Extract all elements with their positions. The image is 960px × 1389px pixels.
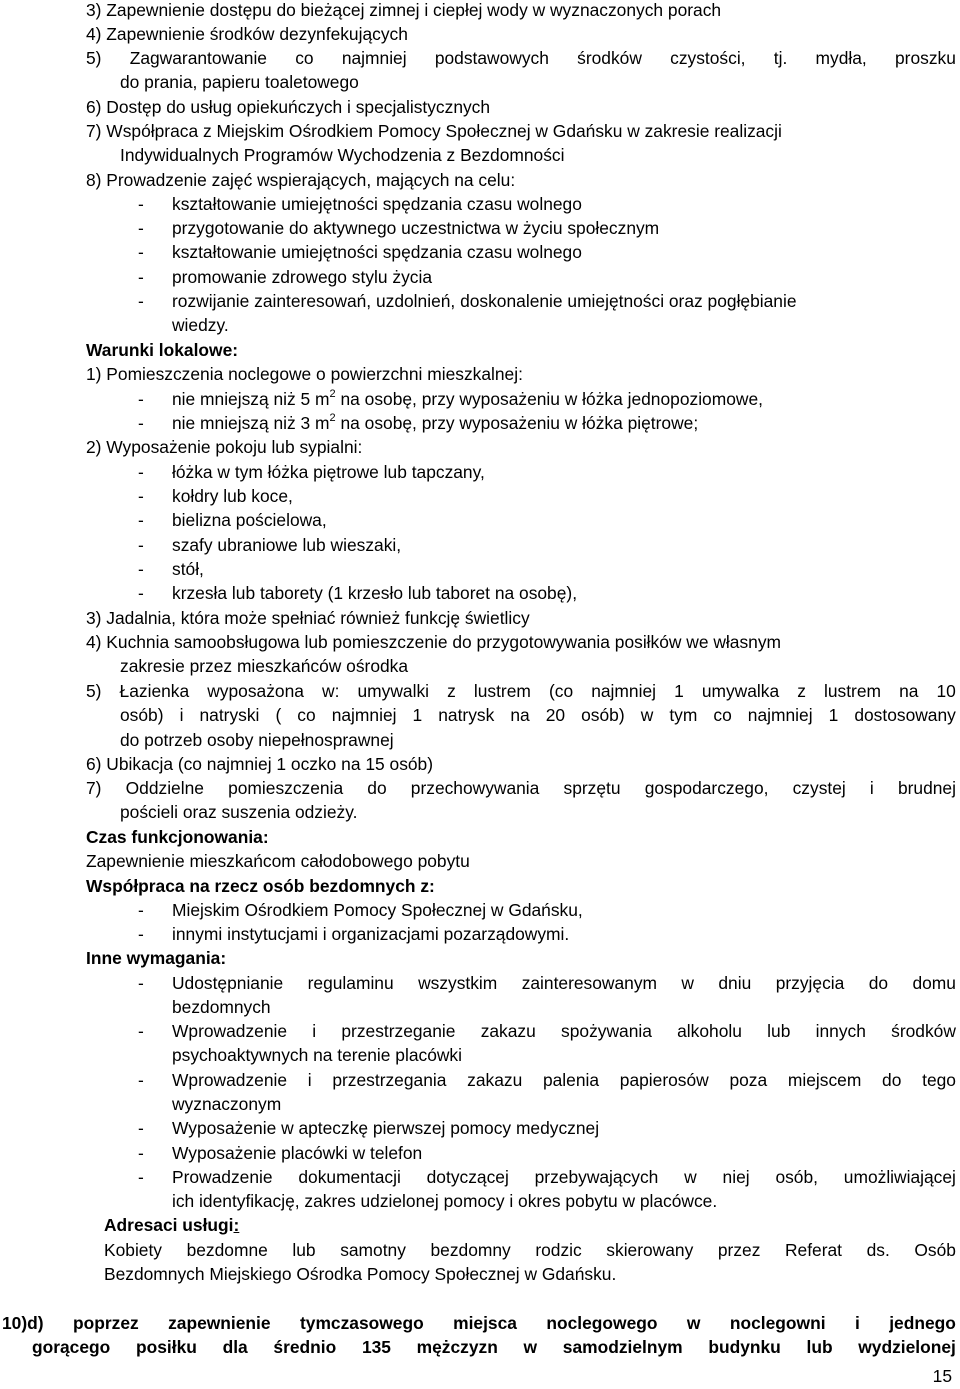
text-line: 6) Ubikacja (co najmniej 1 oczko na 15 osób) bbox=[86, 754, 434, 774]
word: osób) bbox=[581, 705, 625, 725]
word: dostosowany bbox=[854, 705, 956, 725]
word: i bbox=[312, 1021, 317, 1041]
text-line-justified bbox=[86, 46, 956, 70]
word: wyposażona bbox=[207, 681, 304, 701]
bullet-item bbox=[172, 1019, 956, 1043]
word: lub bbox=[292, 1240, 316, 1260]
word: i bbox=[854, 1313, 860, 1333]
word: i bbox=[307, 1070, 312, 1090]
bullet-item: kołdry lub koce, bbox=[172, 486, 293, 506]
word: 10 bbox=[936, 681, 956, 701]
dash: - bbox=[138, 559, 144, 579]
word: dokumentacji bbox=[298, 1167, 401, 1187]
word: mydła, bbox=[815, 48, 867, 68]
word: alkoholu bbox=[677, 1021, 742, 1041]
text-line: Bezdomnych Miejskiego Ośrodka Pomocy Społecznej w Gdańsku. bbox=[104, 1264, 617, 1284]
word: Wprowadzenie bbox=[172, 1021, 288, 1041]
word: najmniej bbox=[331, 705, 397, 725]
word: do bbox=[868, 973, 889, 993]
word: natrysk bbox=[438, 705, 495, 725]
word: samotny bbox=[340, 1240, 406, 1260]
word: 20 bbox=[545, 705, 566, 725]
word: noclegowni bbox=[729, 1313, 826, 1333]
bullet-item-cont: bezdomnych bbox=[172, 997, 271, 1017]
dash: - bbox=[138, 510, 144, 530]
word: lustrem bbox=[473, 681, 531, 701]
dash: - bbox=[138, 924, 144, 944]
dash: - bbox=[138, 900, 144, 920]
bullet-item: krzesła lub taborety (1 krzesło lub taboret na osobę), bbox=[172, 583, 578, 603]
word: umywalki bbox=[357, 681, 430, 701]
text-line: 4) Kuchnia samoobsługowa lub pomieszczenie do przygotowywania posiłków we własnym bbox=[86, 632, 782, 652]
word: mężczyzn bbox=[416, 1337, 498, 1357]
word: wydzielonej bbox=[858, 1337, 956, 1357]
word: natryski bbox=[199, 705, 260, 725]
word: papierosów bbox=[619, 1070, 709, 1090]
word: z bbox=[797, 681, 806, 701]
word: 1 bbox=[828, 705, 839, 725]
word: dotyczącej bbox=[426, 1167, 509, 1187]
word: przechowywania bbox=[410, 778, 540, 798]
word: Osób bbox=[914, 1240, 956, 1260]
section-heading: Współpraca na rzecz osób bezdomnych z: bbox=[86, 876, 435, 896]
bullet-item-cont: psychoaktywnych na terenie placówki bbox=[172, 1045, 462, 1065]
text-line: 1) Pomieszczenia noclegowe o powierzchni mieszkalnej: bbox=[86, 364, 523, 384]
word: innych bbox=[815, 1021, 866, 1041]
word: przestrzegania bbox=[332, 1070, 447, 1090]
word: 1 bbox=[412, 705, 423, 725]
word: Łazienka bbox=[119, 681, 190, 701]
text-line: do prania, papieru toaletowego bbox=[120, 72, 359, 92]
word: ( bbox=[275, 705, 282, 725]
word: tym bbox=[669, 705, 698, 725]
word: najmniej bbox=[341, 48, 407, 68]
word: tymczasowego bbox=[299, 1313, 424, 1333]
bullet-item: rozwijanie zainteresowań, uzdolnień, doskonalenie umiejętności oraz pogłębianie bbox=[172, 291, 797, 311]
word: Kobiety bbox=[104, 1240, 163, 1260]
text-line-justified bbox=[86, 776, 956, 800]
word: do bbox=[367, 778, 387, 798]
page-number: 15 bbox=[932, 1366, 952, 1386]
word: i bbox=[869, 778, 874, 798]
text-line-justified bbox=[120, 703, 956, 727]
word: w bbox=[523, 1337, 538, 1357]
word: umywalka bbox=[701, 681, 780, 701]
bullet-item: stół, bbox=[172, 559, 204, 579]
word: Oddzielne bbox=[125, 778, 204, 798]
dash: - bbox=[138, 218, 144, 238]
word: na bbox=[899, 681, 919, 701]
bullet-item-cont: wiedzy. bbox=[172, 315, 229, 335]
word: noclegowego bbox=[546, 1313, 658, 1333]
word: w bbox=[640, 705, 654, 725]
section-heading: Czas funkcjonowania: bbox=[86, 827, 269, 847]
bullet-item-cont: wyznaczonym bbox=[172, 1094, 282, 1114]
word: poprzez bbox=[72, 1313, 139, 1333]
word: dla bbox=[222, 1337, 248, 1357]
dash: - bbox=[138, 1143, 144, 1163]
dash: - bbox=[138, 242, 144, 262]
word: osób) bbox=[120, 705, 164, 725]
dash: - bbox=[138, 413, 144, 433]
word: ds. bbox=[866, 1240, 890, 1260]
word: miejscem bbox=[787, 1070, 862, 1090]
bullet-item: Wyposażenie placówki w telefon bbox=[172, 1143, 423, 1163]
word: dniu bbox=[718, 973, 752, 993]
bullet-item: nie mniejszą niż 5 $m^2$ na osobę, przy wyposażeniu w łóżka jednopoziomowe, bbox=[172, 388, 763, 409]
dash: - bbox=[138, 1021, 144, 1041]
word: umożliwiającej bbox=[843, 1167, 956, 1187]
bullet-item: nie mniejszą niż 3 $m^2$ na osobę, przy wyposażeniu w łóżka piętrowe; bbox=[172, 412, 699, 433]
word: wszystkim bbox=[418, 973, 498, 993]
word: pomieszczenia bbox=[228, 778, 344, 798]
bullet-item: promowanie zdrowego stylu życia bbox=[172, 267, 433, 287]
word: przyjęcia bbox=[775, 973, 845, 993]
word: niej bbox=[722, 1167, 750, 1187]
dash: - bbox=[138, 973, 144, 993]
word: przez bbox=[717, 1240, 761, 1260]
word: najmniej bbox=[591, 681, 656, 701]
word: spożywania bbox=[561, 1021, 652, 1041]
dash: - bbox=[138, 194, 144, 214]
bullet-item: kształtowanie umiejętności spędzania czasu wolnego bbox=[172, 242, 582, 262]
word: tj. bbox=[773, 48, 788, 68]
dash: - bbox=[138, 462, 144, 482]
word: Referat bbox=[784, 1240, 843, 1260]
dash: - bbox=[138, 389, 144, 409]
word: zapewnienie bbox=[168, 1313, 271, 1333]
dash: - bbox=[138, 486, 144, 506]
word: 7) bbox=[86, 778, 102, 798]
word: w bbox=[686, 1313, 701, 1333]
section-heading: Adresaci usługi: bbox=[104, 1215, 240, 1235]
word: Udostępnianie bbox=[172, 973, 284, 993]
word: domu bbox=[912, 973, 956, 993]
word: gorącego bbox=[32, 1337, 111, 1357]
text-line-justified bbox=[86, 679, 956, 703]
word: czystej bbox=[792, 778, 846, 798]
word: poza bbox=[729, 1070, 768, 1090]
word: Prowadzenie bbox=[172, 1167, 273, 1187]
word: w: bbox=[322, 681, 340, 701]
word: Zagwarantowanie bbox=[129, 48, 267, 68]
text-line: 6) Dostęp do usług opiekuńczych i specjalistycznych bbox=[86, 97, 491, 117]
text-line: Indywidualnych Programów Wychodzenia z Bezdomności bbox=[120, 145, 565, 165]
word: najmniej bbox=[747, 705, 813, 725]
word: 135 bbox=[361, 1337, 391, 1357]
bullet-item-cont: ich identyfikację, zakres udzielonej pomocy i okres pobytu w placówce. bbox=[172, 1191, 718, 1211]
word: do bbox=[882, 1070, 902, 1090]
word: regulaminu bbox=[307, 973, 394, 993]
text-line: 3) Jadalnia, która może spełniać również funkcję świetlicy bbox=[86, 608, 530, 628]
bullet-item: przygotowanie do aktywnego uczestnictwa w życiu społecznym bbox=[172, 218, 660, 238]
text-line: 3) Zapewnienie dostępu do bieżącej zimnej i ciepłej wody w wyznaczonych porach bbox=[86, 0, 722, 20]
word: w bbox=[684, 1167, 697, 1187]
word: (co bbox=[548, 681, 574, 701]
word: rodzic bbox=[535, 1240, 582, 1260]
section-heading: Inne wymagania: bbox=[86, 948, 227, 968]
text-line: 8) Prowadzenie zajęć wspierających, mających na celu: bbox=[86, 170, 516, 190]
bullet-item: bielizna pościelowa, bbox=[172, 510, 327, 530]
bullet-item: Wyposażenie w apteczkę pierwszej pomocy medycznej bbox=[172, 1118, 600, 1138]
word: przebywających bbox=[534, 1167, 659, 1187]
bullet-item bbox=[172, 971, 956, 995]
word: 5) bbox=[86, 681, 102, 701]
word: podstawowych bbox=[434, 48, 549, 68]
word: proszku bbox=[894, 48, 956, 68]
word: jednego bbox=[889, 1313, 956, 1333]
word: średnio bbox=[273, 1337, 337, 1357]
word: zakazu bbox=[467, 1070, 523, 1090]
dash: - bbox=[138, 267, 144, 287]
bullet-item: łóżka w tym łóżka piętrowe lub tapczany, bbox=[172, 462, 485, 482]
word: Wprowadzenie bbox=[172, 1070, 288, 1090]
word: zakazu bbox=[480, 1021, 536, 1041]
text-line bbox=[32, 1335, 956, 1359]
word: co bbox=[713, 705, 732, 725]
text-line: 2) Wyposażenie pokoju lub sypialni: bbox=[86, 437, 363, 457]
section-heading: Warunki lokalowe: bbox=[86, 340, 239, 360]
bullet-item bbox=[172, 1068, 956, 1092]
bullet-item: Miejskim Ośrodkiem Pomocy Społecznej w Gdańsku, bbox=[172, 900, 583, 920]
dash: - bbox=[138, 1167, 144, 1187]
word: na bbox=[510, 705, 530, 725]
bullet-item: szafy ubraniowe lub wieszaki, bbox=[172, 535, 402, 555]
word: bezdomne bbox=[186, 1240, 268, 1260]
word: skierowany bbox=[606, 1240, 694, 1260]
word: tego bbox=[922, 1070, 956, 1090]
word: środków bbox=[891, 1021, 956, 1041]
word: z bbox=[447, 681, 456, 701]
word: posiłku bbox=[135, 1337, 197, 1357]
word: bezdomny bbox=[430, 1240, 511, 1260]
bullet-item: innymi instytucjami i organizacjami pozarządowymi. bbox=[172, 924, 570, 944]
dash: - bbox=[138, 1070, 144, 1090]
word: gospodarczego, bbox=[644, 778, 769, 798]
text-line: zakresie przez mieszkańców ośrodka bbox=[120, 656, 409, 676]
word: 5) bbox=[86, 48, 102, 68]
text-line: 4) Zapewnienie środków dezynfekujących bbox=[86, 24, 408, 44]
bullet-item bbox=[172, 1165, 956, 1189]
word: co bbox=[297, 705, 316, 725]
word: środków bbox=[577, 48, 642, 68]
word: 10)d) bbox=[2, 1313, 44, 1333]
word: czystości, bbox=[670, 48, 746, 68]
text-line: Zapewnienie mieszkańcom całodobowego pobytu bbox=[86, 851, 470, 871]
word: zainteresowanym bbox=[521, 973, 658, 993]
bullet-item: kształtowanie umiejętności spędzania czasu wolnego bbox=[172, 194, 582, 214]
dash: - bbox=[138, 291, 144, 311]
text-line: pościeli oraz suszenia odzieży. bbox=[120, 802, 358, 822]
word: osób, bbox=[775, 1167, 818, 1187]
section-heading bbox=[2, 1311, 956, 1335]
dash: - bbox=[138, 1118, 144, 1138]
word: brudnej bbox=[897, 778, 956, 798]
word: co bbox=[295, 48, 314, 68]
word: lustrem bbox=[824, 681, 882, 701]
word: przestrzeganie bbox=[341, 1021, 456, 1041]
dash: - bbox=[138, 583, 144, 603]
text-line-justified bbox=[104, 1238, 956, 1262]
word: 1 bbox=[674, 681, 684, 701]
word: sprzętu bbox=[563, 778, 621, 798]
word: lub bbox=[767, 1021, 791, 1041]
word: w bbox=[681, 973, 694, 993]
text-line: 7) Współpraca z Miejskim Ośrodkiem Pomocy Społecznej w Gdańsku w zakresie realizacji bbox=[86, 121, 782, 141]
word: samodzielnym bbox=[562, 1337, 683, 1357]
word: miejsca bbox=[453, 1313, 517, 1333]
word: palenia bbox=[542, 1070, 600, 1090]
dash: - bbox=[138, 535, 144, 555]
word: budynku bbox=[708, 1337, 781, 1357]
text-line: do potrzeb osoby niepełnosprawnej bbox=[120, 730, 394, 750]
word: i bbox=[179, 705, 184, 725]
word: lub bbox=[806, 1337, 833, 1357]
